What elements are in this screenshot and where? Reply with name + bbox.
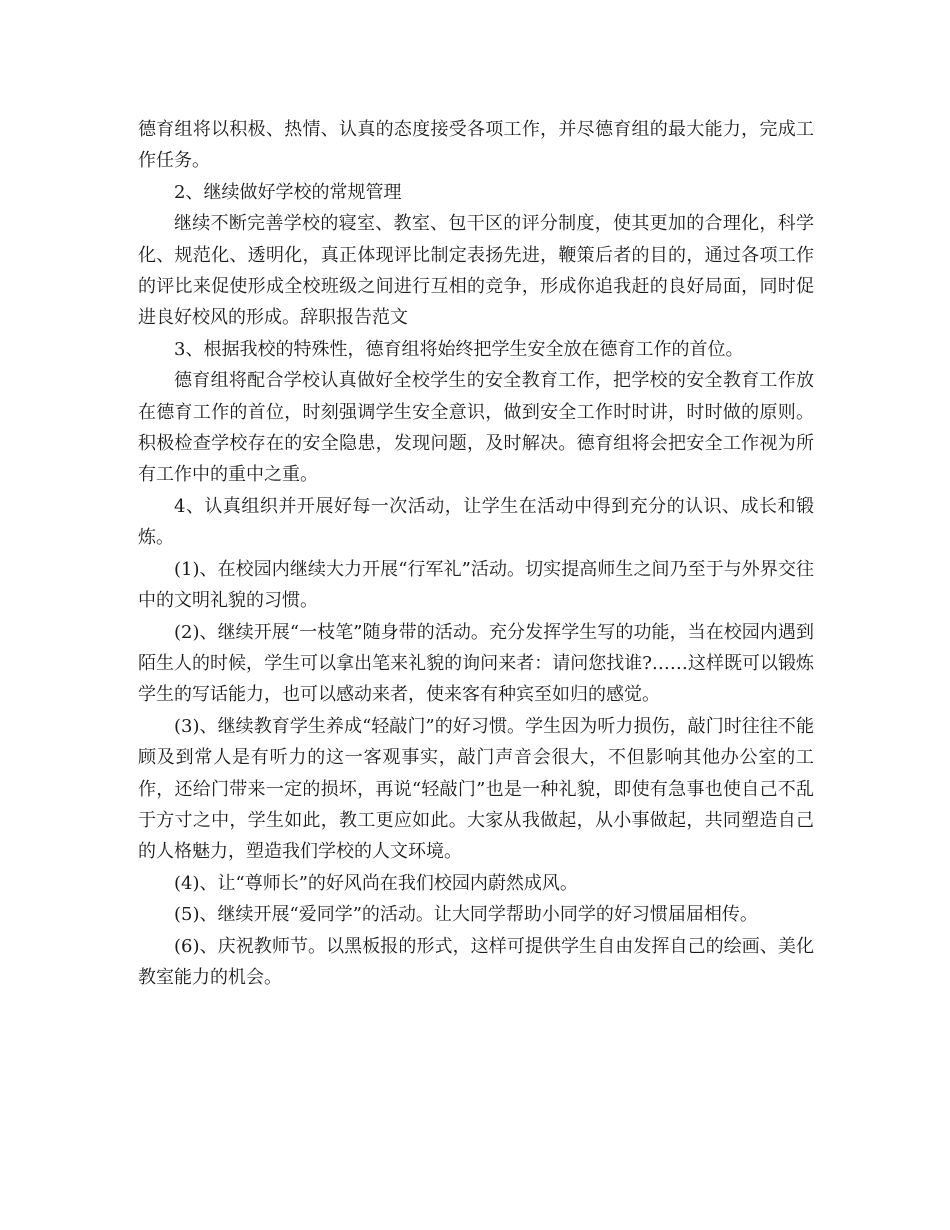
paragraph-safety: 德育组将配合学校认真做好全校学生的安全教育工作，把学校的安全教育工作放在德育工作的首位，时刻强调学生安全意识，做到安全工作时时讲，时时做的原则。积极检查学校存在的安全隐患，发现问题，及时解决。德育组将会把安全工作视为所有工作中的重中之重。 bbox=[138, 370, 814, 486]
activity-item-1: (1)、在校园内继续大力开展“行军礼”活动。切实提高师生之间乃至于与外界交往中的文明礼貌的习惯。 bbox=[138, 558, 814, 612]
heading-activities: 4、认真组织并开展好每一次活动，让学生在活动中得到充分的认识、成长和锻炼。 bbox=[138, 495, 814, 549]
heading-safety: 3、根据我校的特殊性，德育组将始终把学生安全放在德育工作的首位。 bbox=[174, 338, 744, 360]
heading-routine-management: 2、继续做好学校的常规管理 bbox=[174, 181, 402, 203]
paragraph-continuation: 德育组将以积极、热情、认真的态度接受各项工作，并尽德育组的最大能力，完成工作任务。 bbox=[138, 119, 814, 172]
activity-item-2: (2)、继续开展“一枝笔”随身带的活动。充分发挥学生写的功能，当在校园内遇到陌生人的时候，学生可以拿出笔来礼貌的询问来者：请问您找谁?……这样既可以锻炼学生的写话能力，也可以感动来者，使来客有种宾至如归的感觉。 bbox=[138, 621, 814, 706]
activity-item-3: (3)、继续教育学生养成“轻敲门”的好习惯。学生因为听力损伤，敲门时往往不能顾及到常人是有听力的这一客观事实，敲门声音会很大，不但影响其他办公室的工作，还给门带来一定的损坏，再说“轻敲门”也是一种礼貌，即使有急事也使自己不乱于方寸之中，学生如此，教工更应如此。大家从我做起，从小事做起，共同塑造自己的人格魅力，塑造我们学校的人文环境。 bbox=[138, 715, 814, 863]
activity-item-4: (4)、让“尊师长”的好风尚在我们校园内蔚然成风。 bbox=[174, 872, 578, 894]
document-body bbox=[138, 114, 814, 993]
activity-item-5: (5)、继续开展“爱同学”的活动。让大同学帮助小同学的好习惯届届相传。 bbox=[174, 904, 758, 926]
activity-item-6: (6)、庆祝教师节。以黑板报的形式，这样可提供学生自由发挥自己的绘画、美化教室能力的机会。 bbox=[138, 935, 814, 988]
paragraph-routine-management: 继续不断完善学校的寝室、教室、包干区的评分制度，使其更加的合理化，科学化、规范化、透明化，真正体现评比制定表扬先进，鞭策后者的目的，通过各项工作的评比来促使形成全校班级之间进行互相的竞争，形成你追我赶的良好局面，同时促进良好校风的形成。辞职报告范文 bbox=[138, 213, 814, 329]
